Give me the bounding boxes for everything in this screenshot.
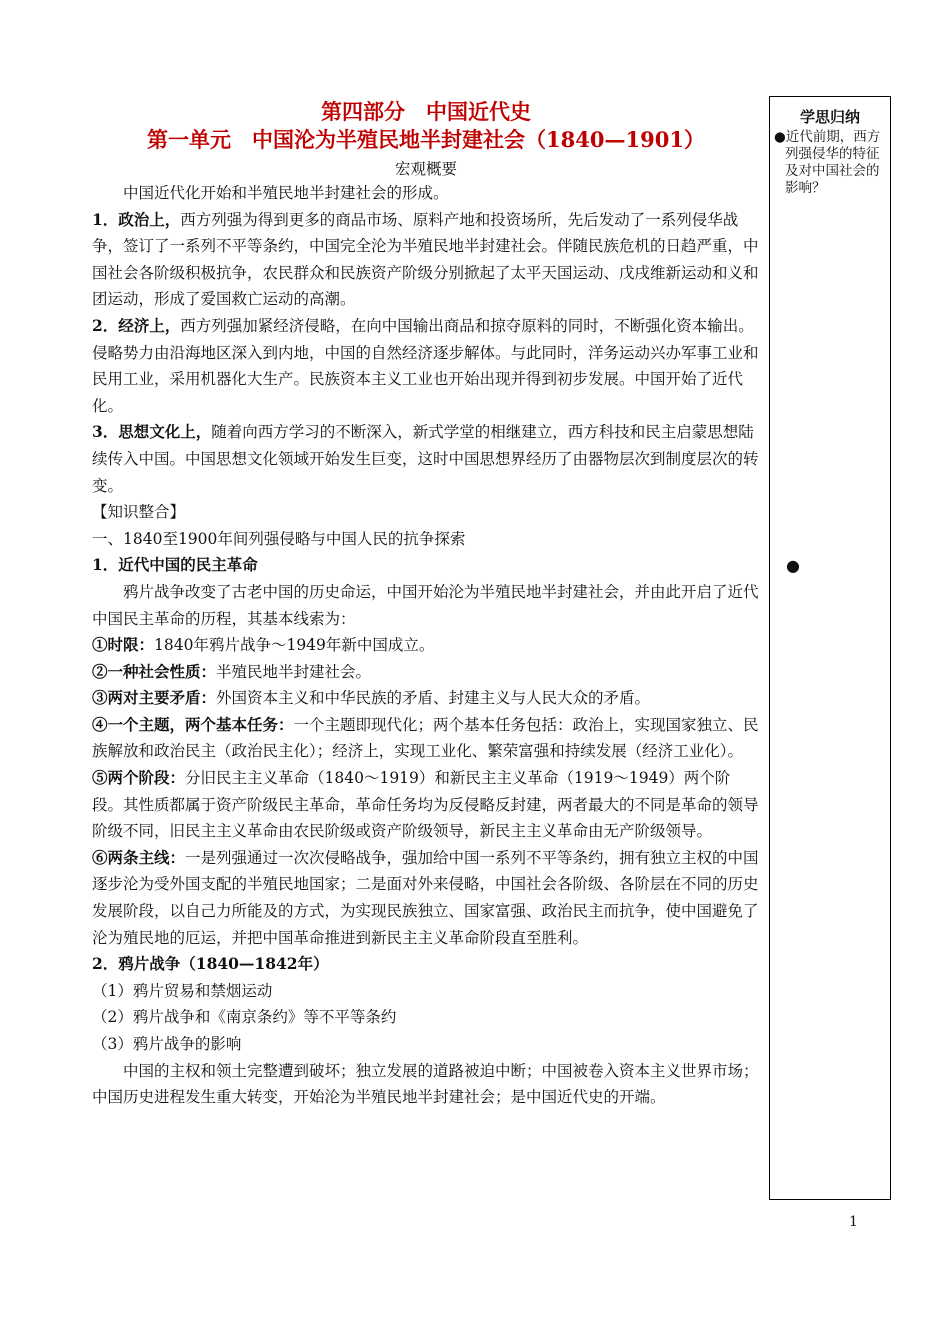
paragraph-economy-text: 西方列强加紧经济侵略，在向中国输出商品和掠夺原料的同时，不断强化资本输出。侵略势力由沿海地区深入到内地，中国的自然经济逐步解体。与此同时，洋务运动兴办军事工业和民用工业，采用机器化大生产。民族资本主义工业也开始出现并得到初步发展。中国开始了近代化。 (92, 316, 759, 415)
part-title: 第四部分 中国近代史 (321, 99, 531, 124)
paragraph-economy-label: 2．经济上， (92, 315, 181, 335)
subsection2-conclusion: 中国的主权和领土完整遭到破坏；独立发展的道路被迫中断；中国被卷入资本主义世界市场；中国历史进程发生重大转变，开始沦为半殖民地半封建社会；是中国近代史的开端。 (92, 1061, 759, 1107)
unit-title: 第一单元 中国沦为半殖民地半封建社会（1840—1901） (147, 127, 705, 152)
point-6-text: 一是列强通过一次次侵略战争，强加给中国一系列不平等条约，拥有独立主权的中国逐步沦为受外国支配的半殖民地国家；二是面对外来侵略，中国社会各阶级、各阶层在不同的历史发展阶段，以自己力所能及的方式，为实现民族独立、国家富强、政治民主而抗争，使中国避免了沦为殖民地的厄运，并把中国革命推进到新民主主义革命阶段直至胜利。 (92, 848, 759, 947)
sidebar-bullet: ● (786, 556, 800, 575)
sidebar-question: ●近代前期，西方列强侵华的特征及对中国社会的影响？ (774, 129, 881, 196)
subsection1-intro: 鸦片战争改变了古老中国的历史命运，中国开始沦为半殖民地半封建社会，并由此开启了近代中国民主革命的历程，其基本线索为： (92, 582, 759, 628)
point-1-label: ①时限： (92, 635, 155, 655)
point-2-label: ②一种社会性质： (92, 661, 217, 681)
section1-heading: 一、1840至1900年间列强侵略与中国人民的抗争探索 (92, 529, 466, 548)
paragraph-culture-text: 随着向西方学习的不断深入，新式学堂的相继建立，西方科技和民主启蒙思想陆续传入中国。中国思想文化领域开始发生巨变，这时中国思想界经历了由器物层次到制度层次的转变。 (92, 423, 759, 495)
main-content (92, 98, 760, 1111)
point-1-text: 1840年鸦片战争～1949年新中国成立。 (154, 636, 435, 655)
page-number: 1 (849, 1214, 858, 1230)
knowledge-header: 【知识整合】 (92, 503, 186, 522)
intro-paragraph: 中国近代化开始和半殖民地半封建社会的形成。 (123, 184, 449, 202)
point-5-label: ⑤两个阶段： (92, 768, 186, 788)
point-4-label: ④一个主题，两个基本任务： (92, 714, 294, 734)
point-6 (92, 845, 760, 951)
subsection2-heading: 2．鸦片战争（1840—1842年） (92, 954, 329, 974)
point-4-text: 一个主题即现代化；两个基本任务包括：政治上，实现国家独立、民族解放和政治民主（政治民主化）；经济上，实现工业化、繁荣富强和持续发展（经济工业化）。 (92, 715, 759, 761)
point-5 (92, 765, 760, 845)
subsection2-item-3: （3）鸦片战争的影响 (92, 1035, 242, 1053)
paragraph-culture-label: 3．思想文化上， (92, 422, 212, 442)
point-2 (92, 659, 760, 686)
point-3 (92, 685, 760, 712)
paragraph-politics-text: 西方列强为得到更多的商品市场、原料产地和投资场所，先后发动了一系列侵华战争，签订了一系列不平等条约，中国完全沦为半殖民地半封建社会。伴随民族危机的日趋严重，中国社会各阶级积极抗争，农民群众和民族资产阶级分别掀起了太平天国运动、戊戌维新运动和义和团运动，形成了爱国救亡运动的高潮。 (92, 210, 759, 309)
point-6-label: ⑥两条主线： (92, 847, 186, 867)
subsection2-item-1: （1）鸦片贸易和禁烟运动 (92, 981, 273, 1000)
paragraph-politics-label: 1．政治上， (92, 209, 181, 229)
point-5-text: 分旧民主主义革命（1840～1919）和新民主主义革命（1919～1949）两个阶段。其性质都属于资产阶级民主革命，革命任务均为反侵略反封建，两者最大的不同是革命的领导阶级不同，旧民主主义革命由农民阶级或资产阶级领导，新民主主义革命由无产阶级领导。 (92, 769, 759, 841)
sidebar-heading: 学思归纳 (799, 108, 860, 126)
paragraph-culture (92, 419, 760, 499)
paragraph-economy (92, 313, 760, 419)
paragraph-politics (92, 207, 760, 313)
point-1 (92, 632, 760, 659)
section-subtitle: 宏观概要 (394, 160, 457, 178)
subsection1-heading: 1．近代中国的民主革命 (92, 555, 258, 575)
point-4 (92, 712, 760, 765)
point-3-label: ③两对主要矛盾： (92, 688, 217, 708)
subsection2-item-2: （2）鸦片战争和《南京条约》等不平等条约 (92, 1008, 397, 1027)
point-3-text: 外国资本主义和中华民族的矛盾、封建主义与人民大众的矛盾。 (216, 689, 651, 708)
point-2-text: 半殖民地半封建社会。 (216, 662, 372, 681)
summary-sidebar (769, 96, 891, 1200)
